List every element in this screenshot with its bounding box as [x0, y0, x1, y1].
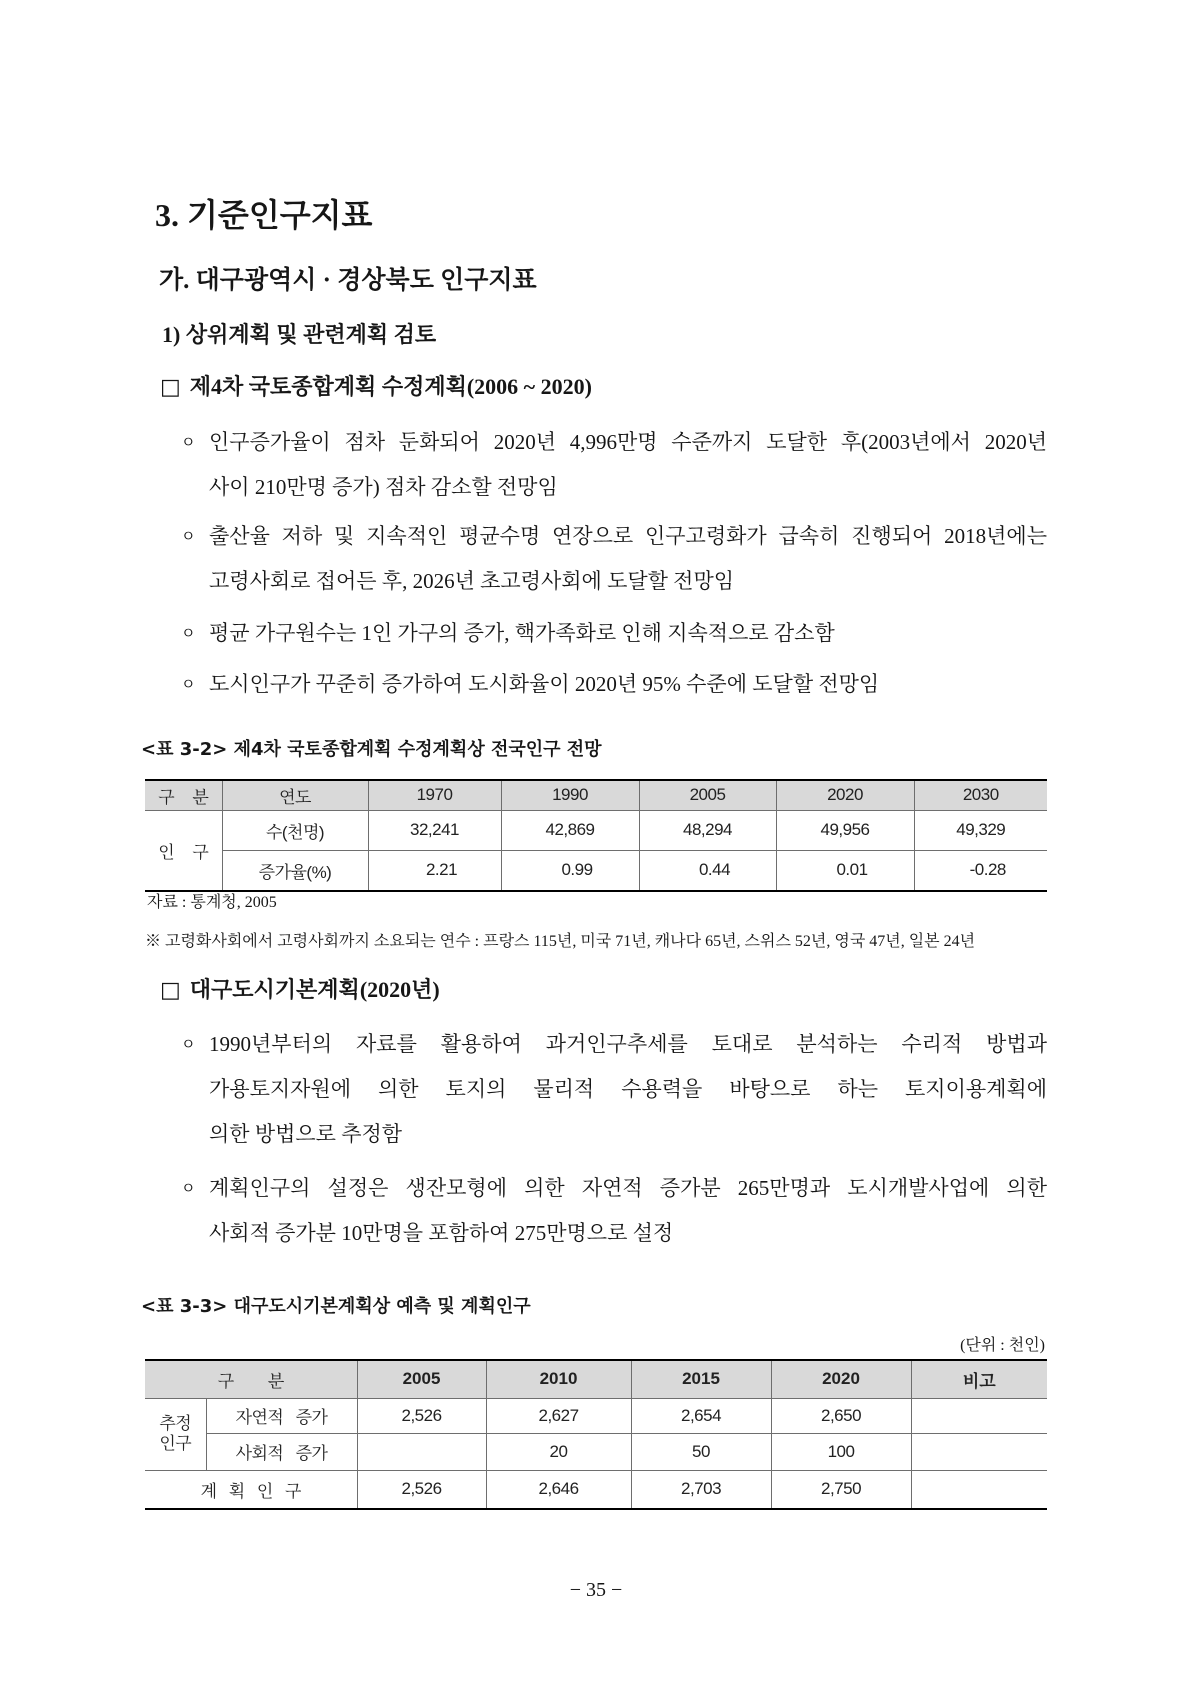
table-cell: 2,627	[486, 1398, 631, 1433]
header-cell: 구 분	[145, 1360, 357, 1398]
table-cell: 32,241	[368, 810, 501, 850]
bullet-item	[181, 420, 1047, 510]
table-row	[145, 810, 1047, 850]
header-cell: 2015	[631, 1360, 771, 1398]
table-cell: 48,294	[639, 810, 776, 850]
table-cell: 2,526	[357, 1398, 486, 1433]
row-label: 계 획 인 구	[145, 1470, 357, 1509]
header-cell: 2010	[486, 1360, 631, 1398]
table-cell: 2.21	[368, 850, 501, 891]
bullet-line: 의한 방법으로 추정함	[209, 1122, 403, 1146]
table-cell: 0.01	[776, 850, 914, 891]
bullet-circle-icon: ㅇ	[181, 1035, 196, 1053]
table-cell: 100	[771, 1433, 911, 1470]
table-cell: 2,650	[771, 1398, 911, 1433]
plan-national-heading-text: 제4차 국토종합계획 수정계획(2006 ~ 2020)	[189, 374, 592, 399]
header-cell: 2020	[771, 1360, 911, 1398]
bullet-item	[181, 1022, 1047, 1157]
table-3-2-caption: <표 3-2> 제4차 국토종합계획 수정계획상 전국인구 전망	[141, 739, 602, 760]
bullet-item	[181, 611, 1047, 656]
bullet-line: 평균 가구원수는 1인 가구의 증가, 핵가족화로 인해 지속적으로 감소함	[209, 621, 835, 645]
table-cell: -0.28	[914, 850, 1047, 891]
table-cell: 49,956	[776, 810, 914, 850]
table-row	[145, 1398, 1047, 1433]
row-label: 자연적 증가	[206, 1398, 357, 1433]
subsubsection-title: 1) 상위계획 및 관련계획 검토	[162, 322, 437, 347]
table-cell: 42,869	[501, 810, 639, 850]
bullet-circle-icon: ㅇ	[181, 624, 196, 642]
header-cell: 1970	[368, 780, 501, 810]
row-group-label: 인 구	[145, 810, 222, 891]
table-row	[145, 850, 1047, 891]
table-cell: 0.44	[639, 850, 776, 891]
bullet-line: 출산율 저하 및 지속적인 평균수명 연장으로 인구고령화가 급속히 진행되어 2018년에는	[209, 524, 1047, 548]
remark-cell	[911, 1398, 1047, 1433]
table-cell: 49,329	[914, 810, 1047, 850]
table-cell: 2,703	[631, 1470, 771, 1509]
table-cell: 20	[486, 1433, 631, 1470]
table-cell: 2,750	[771, 1470, 911, 1509]
checkbox-square-icon: □	[160, 978, 181, 1003]
plan-daegu-heading	[160, 974, 440, 1007]
bullet-item	[181, 662, 1047, 707]
header-cell: 2005	[639, 780, 776, 810]
row-label: 증가율(%)	[222, 850, 368, 891]
subsection-title: 가. 대구광역시 · 경상북도 인구지표	[159, 267, 537, 294]
table-3-3-caption: <표 3-3> 대구도시기본계획상 예측 및 계획인구	[141, 1296, 531, 1317]
row-label: 사회적 증가	[206, 1433, 357, 1470]
bullet-circle-icon: ㅇ	[181, 433, 196, 451]
bullet-line: 사회적 증가분 10만명을 포함하여 275만명으로 설정	[209, 1221, 674, 1245]
table-header-row	[145, 780, 1047, 810]
remark-cell	[911, 1470, 1047, 1509]
table-total-row	[145, 1470, 1047, 1509]
table-row	[145, 1433, 1047, 1470]
bullet-circle-icon: ㅇ	[181, 1179, 196, 1197]
table-unit: (단위 : 천인)	[960, 1337, 1045, 1354]
header-cell: 2020	[776, 780, 914, 810]
bullet-item	[181, 1166, 1047, 1256]
table-note: ※ 고령화사회에서 고령사회까지 소요되는 연수 : 프랑스 115년, 미국 71년, 캐나다 65년, 스위스 52년, 영국 47년, 일본 24년	[145, 933, 976, 950]
table-cell: 2,646	[486, 1470, 631, 1509]
table-cell: 0.99	[501, 850, 639, 891]
bullet-line: 계획인구의 설정은 생잔모형에 의한 자연적 증가분 265만명과 도시개발사업에 의한	[209, 1176, 1047, 1200]
remark-cell	[911, 1433, 1047, 1470]
header-cell: 2030	[914, 780, 1047, 810]
bullet-item	[181, 514, 1047, 604]
plan-daegu-heading-text: 대구도시기본계획(2020년)	[189, 977, 440, 1002]
bullet-line: 가용토지자원에 의한 토지의 물리적 수용력을 바탕으로 하는 토지이용계획에	[209, 1077, 1047, 1101]
row-group-label	[145, 1398, 206, 1470]
page-number: − 35 −	[569, 1579, 623, 1601]
bullet-circle-icon: ㅇ	[181, 675, 196, 693]
table-cell	[357, 1433, 486, 1470]
header-cell: 연도	[222, 780, 368, 810]
table-cell: 50	[631, 1433, 771, 1470]
bullet-line: 사이 210만명 증가) 점차 감소할 전망임	[209, 475, 558, 499]
header-cell: 1990	[501, 780, 639, 810]
bullet-line: 인구증가율이 점차 둔화되어 2020년 4,996만명 수준까지 도달한 후(2003년에서 2020년	[209, 430, 1047, 454]
table-cell: 2,654	[631, 1398, 771, 1433]
table-cell: 2,526	[357, 1470, 486, 1509]
plan-national-heading	[160, 371, 592, 404]
header-cell: 구 분	[145, 780, 222, 810]
row-group-label-line: 인구	[159, 1434, 192, 1453]
table-header-row	[145, 1360, 1047, 1398]
section-title: 3. 기준인구지표	[155, 197, 373, 233]
bullet-circle-icon: ㅇ	[181, 527, 196, 545]
checkbox-square-icon: □	[160, 375, 181, 400]
row-label: 수(천명)	[222, 810, 368, 850]
header-cell: 비고	[911, 1360, 1047, 1398]
table-source: 자료 : 통계청, 2005	[147, 894, 277, 911]
table-3-2	[145, 779, 1047, 892]
bullet-line: 고령사회로 접어든 후, 2026년 초고령사회에 도달할 전망임	[209, 569, 735, 593]
bullet-line: 1990년부터의 자료를 활용하여 과거인구추세를 토대로 분석하는 수리적 방법과	[209, 1032, 1047, 1056]
bullet-line: 도시인구가 꾸준히 증가하여 도시화율이 2020년 95% 수준에 도달할 전망임	[209, 672, 880, 696]
header-cell: 2005	[357, 1360, 486, 1398]
table-3-3	[145, 1359, 1047, 1510]
row-group-label-line: 추정	[159, 1414, 192, 1433]
